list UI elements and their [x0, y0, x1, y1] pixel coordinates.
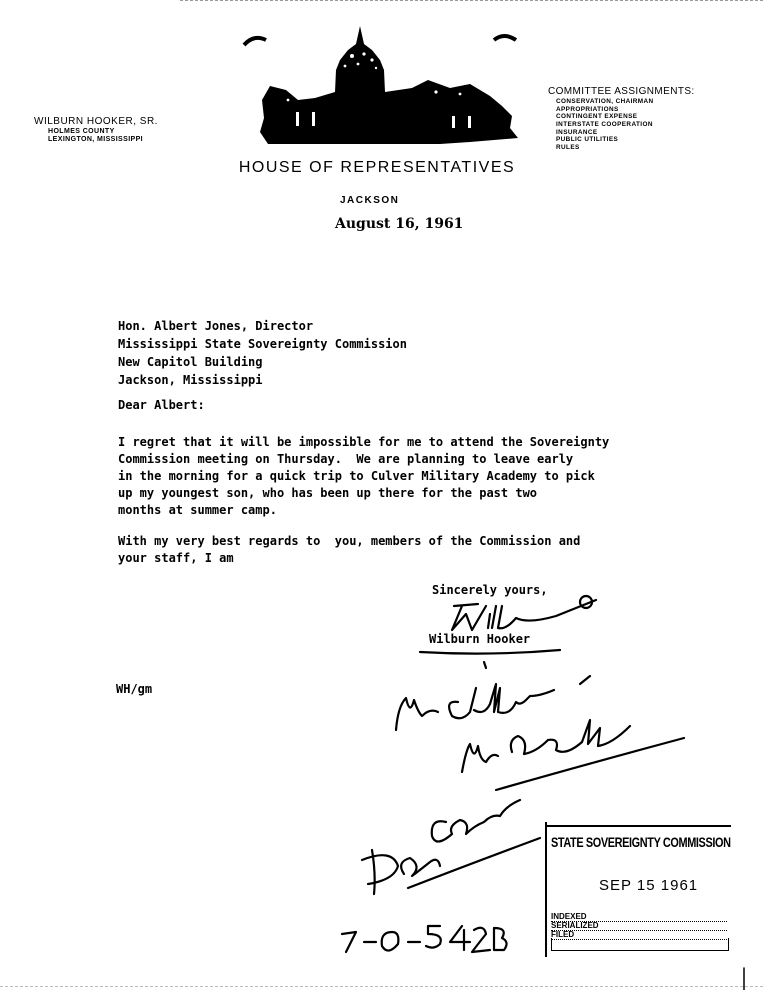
house-of-representatives: HOUSE OF REPRESENTATIVES	[238, 159, 516, 176]
sender-name: WILBURN HOOKER, SR.	[34, 116, 158, 127]
body-paragraph-1	[118, 434, 678, 519]
body-line: I regret that it will be impossible for me to attend the Sovereignty	[118, 435, 610, 449]
closing: Sincerely yours,	[432, 583, 548, 597]
committee-item: CONTINGENT EXPENSE	[556, 113, 638, 121]
sender-county: HOLMES COUNTY	[48, 127, 115, 135]
committee-item: INTERSTATE COOPERATION	[556, 121, 653, 129]
capitol-building-emblem	[240, 20, 530, 170]
address-line: Hon. Albert Jones, Director	[118, 319, 314, 333]
stamp-label-serialized: SERIALIZED	[551, 921, 727, 931]
address-line: Jackson, Mississippi	[118, 373, 263, 387]
body-line: months at summer camp.	[118, 503, 277, 517]
address-line: Mississippi State Sovereignty Commission	[118, 337, 407, 351]
body-line: your staff, I am	[118, 551, 234, 565]
received-stamp	[545, 822, 735, 957]
inside-address	[118, 317, 407, 389]
stamp-title: STATE SOVEREIGNTY COMMISSION	[551, 834, 731, 850]
letterhead-city: JACKSON	[340, 195, 400, 206]
body-line: up my youngest son, who has been up there for the past two	[118, 486, 538, 500]
stamp-top-rule	[547, 825, 731, 827]
body-paragraph-2	[118, 533, 678, 567]
committees-heading: COMMITTEE ASSIGNMENTS:	[548, 86, 695, 97]
handwritten-name-3	[362, 800, 540, 894]
stamp-label-filed: FILED	[551, 930, 727, 940]
committee-item: INSURANCE	[556, 128, 598, 136]
sender-city: LEXINGTON, MISSISSIPPI	[48, 135, 144, 143]
committee-item: CONSERVATION, CHAIRMAN	[556, 98, 654, 105]
top-border	[180, 0, 763, 1]
sender-block	[34, 116, 158, 144]
handwritten-name-2	[462, 720, 684, 790]
stamp-label-indexed: INDEXED	[551, 912, 727, 922]
handwritten-name-1	[396, 676, 590, 730]
committee-item: RULES	[556, 144, 580, 152]
body-line: Commission meeting on Thursday. We are planning to leave early	[118, 452, 574, 466]
body-line: in the morning for a quick trip to Culver Military Academy to pick	[118, 469, 595, 483]
committee-item: APPROPRIATIONS	[556, 105, 619, 113]
typist-initials: WH/gm	[116, 682, 153, 696]
committee-assignments	[548, 86, 695, 152]
bottom-border	[0, 986, 763, 987]
salutation: Dear Albert:	[118, 398, 205, 412]
committee-item: PUBLIC UTILITIES	[556, 136, 619, 144]
body-line: With my very best regards to you, members of the Commission and	[118, 534, 581, 548]
handwritten-file-number	[342, 926, 507, 952]
stamp-box	[551, 938, 729, 951]
letter-date: August 16, 1961	[335, 216, 464, 232]
signer-name: Wilburn Hooker	[429, 632, 531, 646]
address-line: New Capitol Building	[118, 355, 263, 369]
stamp-date: SEP 15 1961	[599, 877, 699, 894]
